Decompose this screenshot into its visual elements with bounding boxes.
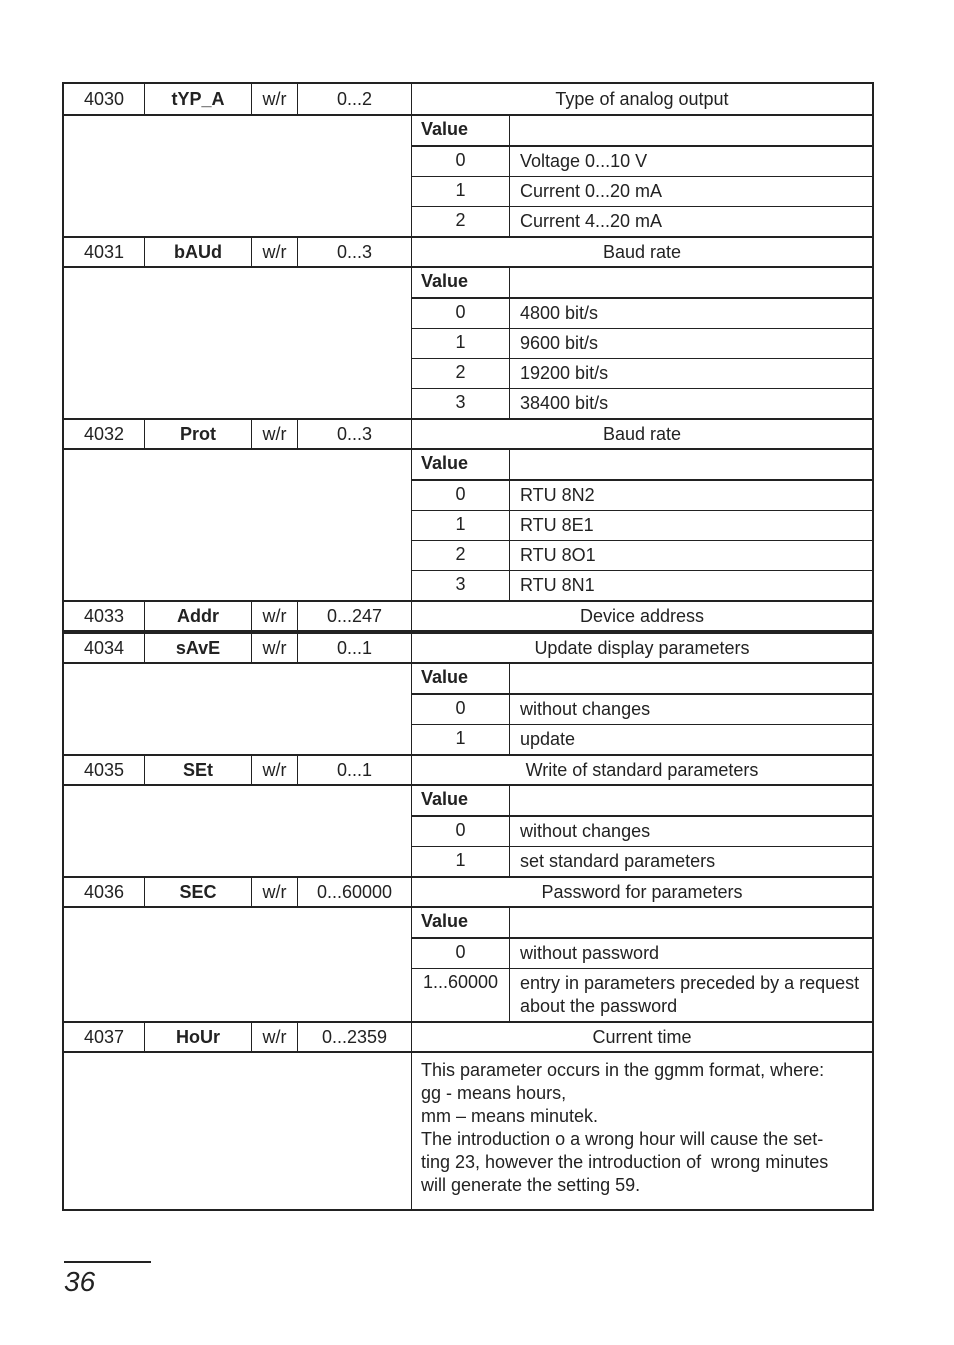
parameter-description: Password for parameters <box>541 881 743 902</box>
note-line: gg - means hours, <box>421 1083 567 1103</box>
meaning-column-header <box>510 116 872 145</box>
footer-rule <box>64 1261 151 1263</box>
meaning-column-header <box>510 908 872 937</box>
register-address: 4031 <box>64 238 145 266</box>
blank-cell <box>64 664 412 754</box>
parameter-mnemonic: SEC <box>145 878 252 906</box>
meaning-column-header <box>510 450 872 479</box>
register-address: 4037 <box>64 1023 145 1051</box>
meaning-column-header <box>510 786 872 815</box>
parameter-detail-row <box>64 786 872 876</box>
value-meaning: Current 0...20 mA <box>520 181 663 201</box>
value-meaning: 4800 bit/s <box>520 303 599 323</box>
value-meaning: set standard parameters <box>520 851 716 871</box>
value-range: 0...60000 <box>298 878 412 906</box>
value-row <box>412 359 872 389</box>
value-range: 0...3 <box>298 420 412 448</box>
blank-cell <box>64 1053 412 1209</box>
meaning-column-header <box>510 268 872 297</box>
value-code: 1...60000 <box>412 969 510 1021</box>
blank-cell <box>64 450 412 600</box>
access-mode: w/r <box>252 878 298 906</box>
parameter-header-row <box>64 600 872 632</box>
value-row <box>412 847 872 876</box>
value-meaning: RTU 8O1 <box>520 545 596 565</box>
value-range: 0...3 <box>298 238 412 266</box>
value-range: 0...247 <box>298 602 412 630</box>
access-mode: w/r <box>252 756 298 784</box>
value-table-header <box>412 268 872 299</box>
parameter-description: Write of standard parameters <box>525 759 759 780</box>
parameter-description: Current time <box>592 1026 692 1047</box>
parameter-mnemonic: tYP_A <box>145 84 252 114</box>
value-range: 0...1 <box>298 634 412 662</box>
parameter-header-row <box>64 632 872 664</box>
note-line: The introduction o a wrong hour will cause the set- <box>421 1129 824 1149</box>
value-meaning: 19200 bit/s <box>520 363 609 383</box>
value-meaning: update <box>520 729 576 749</box>
parameter-table <box>62 82 874 1211</box>
value-table-header <box>412 664 872 695</box>
note-line: This parameter occurs in the ggmm format, where: <box>421 1060 825 1080</box>
register-address: 4030 <box>64 84 145 114</box>
value-table-header <box>412 450 872 481</box>
detail-cell <box>412 664 872 754</box>
value-row <box>412 695 872 725</box>
page-number: 36 <box>64 1266 96 1297</box>
register-address: 4036 <box>64 878 145 906</box>
parameter-detail-row <box>64 268 872 418</box>
value-code: 1 <box>412 511 510 540</box>
value-meaning: without changes <box>520 699 651 719</box>
access-mode: w/r <box>252 634 298 662</box>
parameter-mnemonic: SEt <box>145 756 252 784</box>
value-row <box>412 939 872 969</box>
value-code: 0 <box>412 299 510 328</box>
value-row <box>412 725 872 754</box>
value-column-header: Value <box>412 664 510 693</box>
detail-cell <box>412 116 872 236</box>
value-code: 3 <box>412 571 510 600</box>
note-line: ting 23, however the introduction of wrong minutes <box>421 1152 829 1172</box>
value-code: 1 <box>412 847 510 876</box>
value-table-header <box>412 786 872 817</box>
register-address: 4034 <box>64 634 145 662</box>
meaning-column-header <box>510 664 872 693</box>
value-code: 1 <box>412 725 510 754</box>
value-meaning: without changes <box>520 821 651 841</box>
value-range: 0...2359 <box>298 1023 412 1051</box>
value-meaning: RTU 8N1 <box>520 575 595 595</box>
value-column-header: Value <box>412 786 510 815</box>
value-row <box>412 147 872 177</box>
value-range: 0...1 <box>298 756 412 784</box>
parameter-detail-row <box>64 450 872 600</box>
value-table-header <box>412 908 872 939</box>
parameter-detail-row <box>64 664 872 754</box>
parameter-mnemonic: bAUd <box>145 238 252 266</box>
access-mode: w/r <box>252 84 298 114</box>
parameter-header-row <box>64 876 872 908</box>
value-row <box>412 817 872 847</box>
parameter-description: Device address <box>579 605 705 626</box>
value-code: 0 <box>412 939 510 968</box>
value-column-header: Value <box>412 268 510 297</box>
detail-cell <box>412 786 872 876</box>
access-mode: w/r <box>252 420 298 448</box>
parameter-mnemonic: sAvE <box>145 634 252 662</box>
blank-cell <box>64 908 412 1021</box>
value-code: 0 <box>412 695 510 724</box>
value-row <box>412 299 872 329</box>
value-meaning: RTU 8E1 <box>520 515 594 535</box>
parameter-description: Baud rate <box>602 241 682 262</box>
value-code: 2 <box>412 359 510 388</box>
parameter-description: Type of analog output <box>555 88 729 109</box>
note-line: will generate the setting 59. <box>421 1175 641 1195</box>
value-column-header: Value <box>412 450 510 479</box>
access-mode: w/r <box>252 238 298 266</box>
value-row <box>412 511 872 541</box>
access-mode: w/r <box>252 602 298 630</box>
value-table-header <box>412 116 872 147</box>
note-line: mm – means minutek. <box>421 1106 599 1126</box>
parameter-header-row <box>64 236 872 268</box>
parameter-mnemonic: Addr <box>145 602 252 630</box>
value-meaning: without password <box>520 943 660 963</box>
value-code: 0 <box>412 817 510 846</box>
value-code: 3 <box>412 389 510 418</box>
value-code: 0 <box>412 481 510 510</box>
value-meaning: Voltage 0...10 V <box>520 151 648 171</box>
parameter-detail-row <box>64 116 872 236</box>
blank-cell <box>64 786 412 876</box>
parameter-mnemonic: HoUr <box>145 1023 252 1051</box>
value-row <box>412 207 872 236</box>
value-meaning: Current 4...20 mA <box>520 211 663 231</box>
register-address: 4032 <box>64 420 145 448</box>
value-row <box>412 481 872 511</box>
value-code: 2 <box>412 541 510 570</box>
blank-cell <box>64 116 412 236</box>
parameter-header-row <box>64 1021 872 1053</box>
parameter-note <box>412 1053 872 1209</box>
parameter-header-row <box>64 418 872 450</box>
value-column-header: Value <box>412 116 510 145</box>
register-address: 4033 <box>64 602 145 630</box>
register-address: 4035 <box>64 756 145 784</box>
parameter-detail-row <box>64 908 872 1021</box>
value-code: 2 <box>412 207 510 236</box>
detail-cell <box>412 908 872 1021</box>
value-row <box>412 177 872 207</box>
value-meaning: 9600 bit/s <box>520 333 599 353</box>
parameter-description: Update display parameters <box>534 637 750 658</box>
value-code: 1 <box>412 177 510 206</box>
value-row <box>412 969 872 1021</box>
value-range: 0...2 <box>298 84 412 114</box>
value-code: 1 <box>412 329 510 358</box>
parameter-description: Baud rate <box>602 423 682 444</box>
value-meaning: RTU 8N2 <box>520 485 595 505</box>
parameter-detail-row <box>64 1053 872 1209</box>
value-row <box>412 571 872 600</box>
parameter-header-row <box>64 754 872 786</box>
parameter-header-row <box>64 84 872 116</box>
value-column-header: Value <box>412 908 510 937</box>
value-row <box>412 541 872 571</box>
detail-cell <box>412 450 872 600</box>
detail-cell <box>412 268 872 418</box>
value-code: 0 <box>412 147 510 176</box>
value-meaning: 38400 bit/s <box>520 393 609 413</box>
blank-cell <box>64 268 412 418</box>
value-meaning: entry in parameters preceded by a request about the password <box>520 973 860 1016</box>
value-row <box>412 389 872 418</box>
parameter-mnemonic: Prot <box>145 420 252 448</box>
access-mode: w/r <box>252 1023 298 1051</box>
detail-cell <box>412 1053 872 1209</box>
value-row <box>412 329 872 359</box>
